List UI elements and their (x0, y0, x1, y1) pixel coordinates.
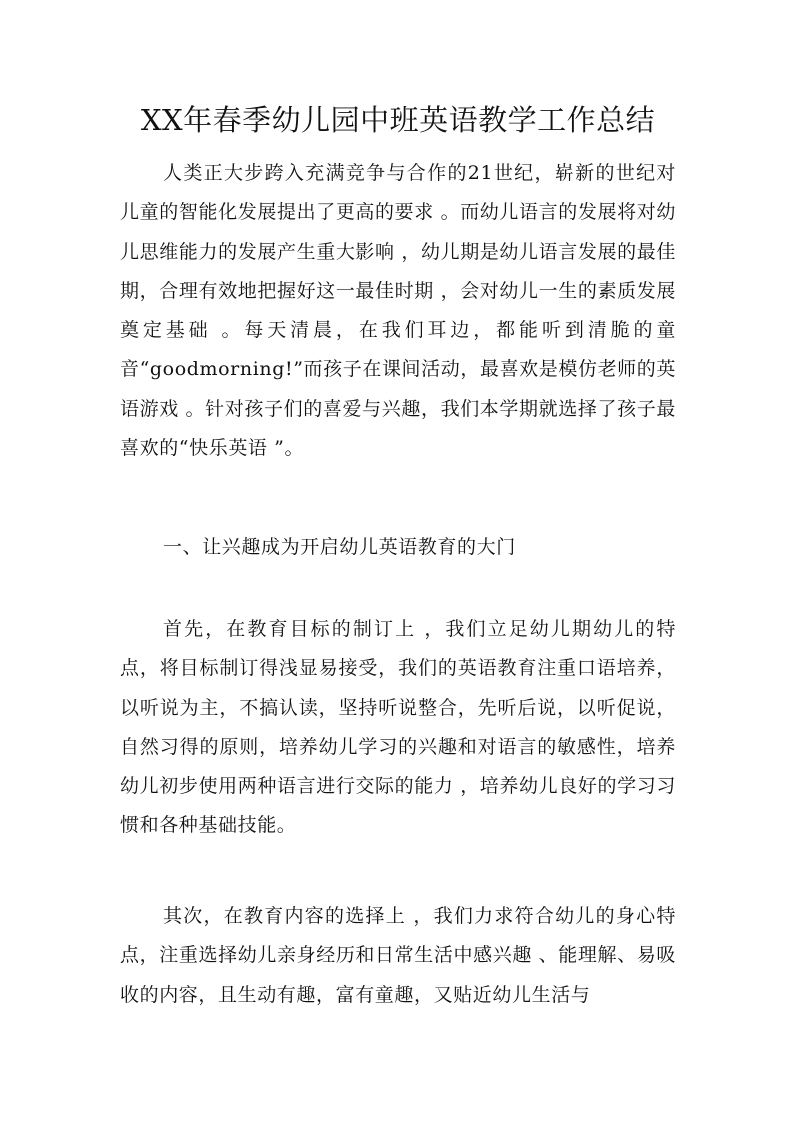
paragraph-goals: 首先，在教育目标的制订上 ，我们立足幼儿期幼儿的特点，将目标制订得浅显易接受，我们的英语教育注重口语培养，以听说为主，不搞认读，坚持听说整合，先听后说，以听促说，自然习得的原则，培养幼儿学习的兴趣和对语言的敏感性，培养幼儿初步使用两种语言进行交际的能力 ，培养幼儿良好的学习习惯和各种基础技能。 (120, 618, 676, 837)
paragraph-intro: 人类正大步跨入充满竞争与合作的21世纪，崭新的世纪对儿童的智能化发展提出了更高的要求 。而幼儿语言的发展将对幼儿思维能力的发展产生重大影响 ，幼儿期是幼儿语言发展的最佳期，合理有效地把握好这一最佳时期 ，会对幼儿一生的素质发展奠定基础 。每天清晨，在我们耳边，都能听到清脆的童音“goodmorning!”而孩子在课间活动，最喜欢是模仿老师的英语游戏 。针对孩子们的喜爱与兴趣，我们本学期就选择了孩子最喜欢的“快乐英语 ”。 (120, 162, 676, 460)
section-heading: 一、让兴趣成为开启幼儿英语教育的大门 (163, 536, 516, 558)
paragraph-content: 其次，在教育内容的选择上 ，我们力求符合幼儿的身心特点，注重选择幼儿亲身经历和日常生活中感兴趣 、能理解、易吸收的内容，且生动有趣，富有童趣，又贴近幼儿生活与 (120, 905, 676, 1006)
document-title: XX年春季幼儿园中班英语教学工作总结 (140, 103, 656, 137)
